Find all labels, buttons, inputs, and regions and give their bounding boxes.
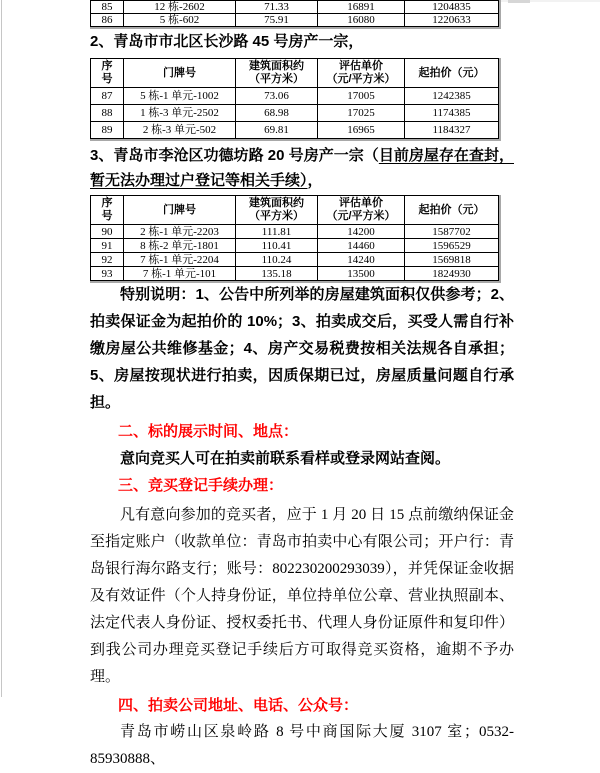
page-left-edge-line [1,0,2,697]
gongdefang-road-table [90,195,499,281]
special-note-paragraph: 特别说明：1、公告中所列举的房屋建筑面积仅供参考；2、拍卖保证金为起拍价的 10%；3、拍卖成交后，买受人需自行补缴房屋公共维修基金；4、房产交易税费按相关法规各自承担；5、房屋按现状进行拍卖，因质保期已过，房屋质量问题自行承担。 [90,286,514,411]
cell-door-number: 7 栋-1 单元-2204 [124,253,236,267]
cell-area: 69.81 [236,122,318,139]
header-door-number: 门牌号 [124,196,236,225]
cell-area: 135.18 [236,267,318,281]
underlined-seizure-note: 目前房屋存在查封，暂无法办理过户登记等相关手续） [90,147,514,189]
gongdefang-intro-paragraph [90,143,514,193]
cell-start-price: 1824930 [405,267,499,281]
cell-start-price: 1220633 [405,14,499,27]
document-content [90,0,514,773]
table-row [91,239,499,253]
cell-start-price: 1204835 [405,1,499,14]
cell-seq: 89 [91,122,124,139]
cell-door-number: 5 栋-1 单元-1002 [124,88,236,105]
cell-seq: 85 [91,1,124,14]
cell-seq: 87 [91,88,124,105]
cell-area: 73.06 [236,88,318,105]
cell-seq: 92 [91,253,124,267]
changsha-road-table [90,58,499,139]
header-area: 建筑面积约 （平方米） [236,196,318,225]
cell-door-number: 12 栋-2602 [124,1,236,14]
cell-start-price: 1242385 [405,88,499,105]
header-start-price: 起拍价（元） [405,59,499,88]
cell-unit-price: 14240 [318,253,405,267]
intro-text: 3、青岛市李沧区功德坊路 20 号房产一宗（ [90,147,379,164]
cell-unit-price: 14460 [318,239,405,253]
cell-seq: 93 [91,267,124,281]
section-4-heading: 四、拍卖公司地址、电话、公众号： [118,697,359,714]
table-row [91,105,499,122]
cell-unit-price: 14200 [318,225,405,239]
header-unit-price: 评估单价 （元/平方米） [318,196,405,225]
section-2-heading: 二、标的展示时间、地点： [118,423,299,440]
cell-seq: 90 [91,225,124,239]
header-seq: 序 号 [91,196,124,225]
cell-unit-price: 17005 [318,88,405,105]
cell-seq: 91 [91,239,124,253]
table-row [91,14,499,27]
cell-seq: 86 [91,14,124,27]
partial-lot-table-rows-85-86 [90,0,499,27]
table-row [91,122,499,139]
cell-seq: 88 [91,105,124,122]
cell-area: 110.41 [236,239,318,253]
table-header-row [91,59,499,88]
table-row [91,225,499,239]
cell-area: 111.81 [236,225,318,239]
cell-area: 71.33 [236,1,318,14]
header-area: 建筑面积约 （平方米） [236,59,318,88]
header-seq: 序 号 [91,59,124,88]
cell-door-number: 2 栋-1 单元-2203 [124,225,236,239]
intro-text-tail: ， [307,172,323,189]
section-3-heading: 三、竞买登记手续办理： [118,477,284,494]
cell-area: 68.98 [236,105,318,122]
cell-door-number: 7 栋-1 单元-101 [124,267,236,281]
changsha-intro-line: 2、青岛市市北区长沙路 45 号房产一宗， [90,33,364,50]
header-start-price: 起拍价（元） [405,196,499,225]
cell-unit-price: 16080 [318,14,405,27]
header-door-number: 门牌号 [124,59,236,88]
cell-door-number: 2 栋-3 单元-502 [124,122,236,139]
cell-unit-price: 13500 [318,267,405,281]
cell-door-number: 8 栋-2 单元-1801 [124,239,236,253]
cell-unit-price: 16965 [318,122,405,139]
section-4-body: 青岛市崂山区泉岭路 8 号中商国际大厦 3107 室；0532-85930888、 [90,724,514,767]
cell-start-price: 1569818 [405,253,499,267]
cell-unit-price: 16891 [318,1,405,14]
table-row [91,267,499,281]
cell-door-number: 1 栋-3 单元-2502 [124,105,236,122]
section-2-body: 意向竞买人可在拍卖前联系看样或登录网站查阅。 [120,450,451,467]
table-row [91,253,499,267]
cell-unit-price: 17025 [318,105,405,122]
cell-start-price: 1184327 [405,122,499,139]
table-row [91,88,499,105]
cell-area: 75.91 [236,14,318,27]
cell-door-number: 5 栋-602 [124,14,236,27]
table-row [91,1,499,14]
table-header-row [91,196,499,225]
section-3-body: 凡有意向参加的竞买者，应于 1 月 20 日 15 点前缴纳保证金至指定账户（收款单位：青岛市拍卖中心有限公司；开户行：青岛银行海尔路支行；账号：802230200293039），并凭保证金收据及有效证件（个人持身份证，单位持单位公章、营业执照副本、法定代表人身份证、授权委托书、代理人身份证原件和复印件）到我公司办理竞买登记手续后方可取得竞买资格，逾期不予办理。 [90,507,514,685]
cell-area: 110.24 [236,253,318,267]
cell-start-price: 1587702 [405,225,499,239]
cell-start-price: 1596529 [405,239,499,253]
cell-start-price: 1174385 [405,105,499,122]
header-unit-price: 评估单价 （元/平方米） [318,59,405,88]
